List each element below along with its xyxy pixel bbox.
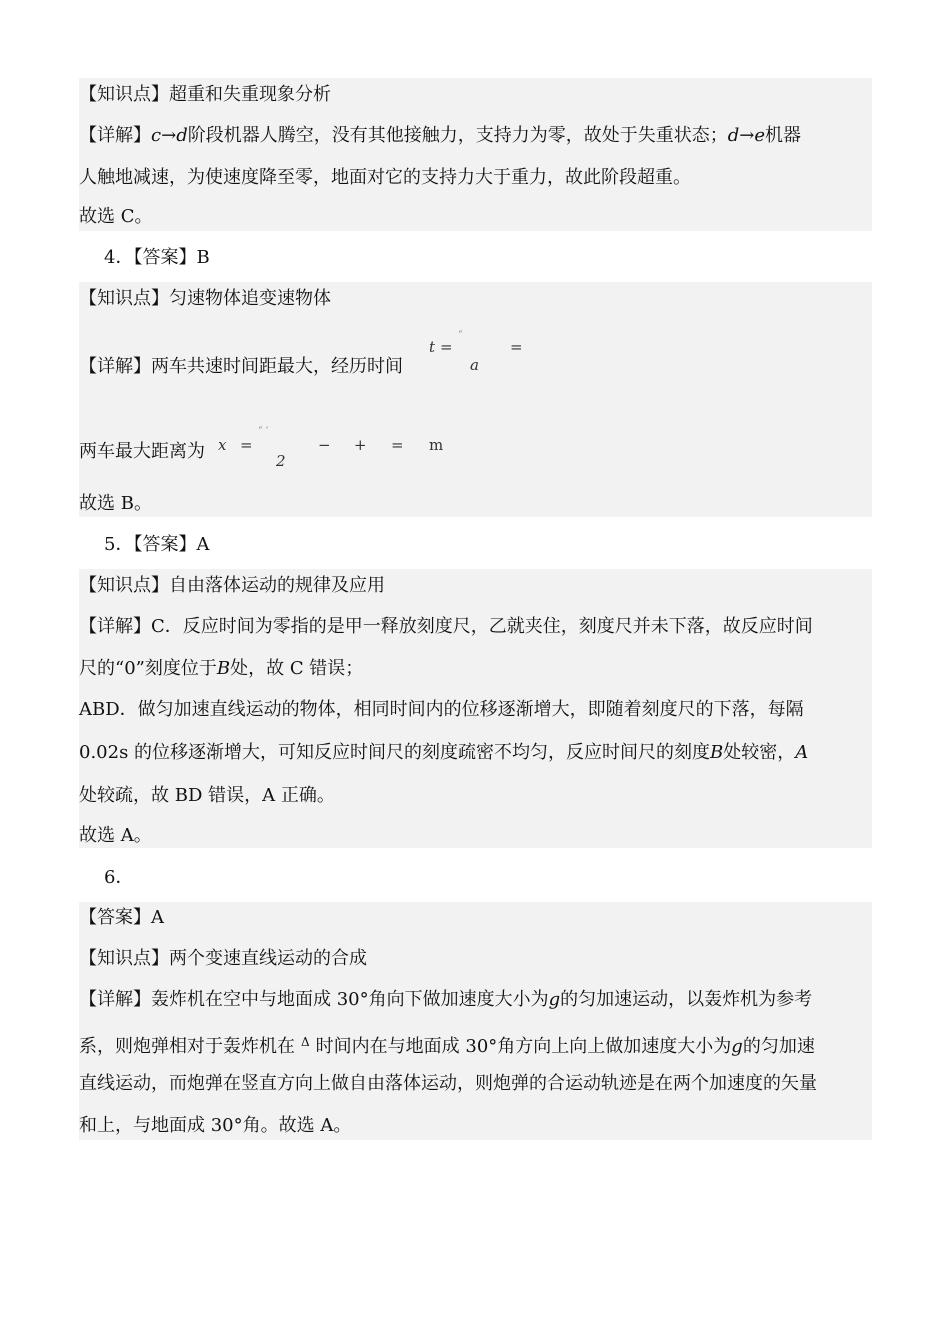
q4-solution-block <box>79 282 872 517</box>
kp-label: 【知识点】 <box>79 948 169 969</box>
var-b: B <box>216 658 231 679</box>
formula-eq: = <box>510 338 523 356</box>
q6-detail-line-1 <box>79 988 812 1012</box>
q6-number: 6． <box>104 867 134 888</box>
formula-minus: − <box>318 436 331 454</box>
q5-conclusion: 故选 A。 <box>79 825 152 846</box>
kp-text: 超重和失重现象分析 <box>169 84 331 105</box>
q3-conclusion: 故选 C。 <box>79 206 153 227</box>
q6-solution-block <box>79 902 872 1140</box>
q6-answer: 【答案】A <box>79 907 164 928</box>
kp-text: 自由落体运动的规律及应用 <box>169 575 385 596</box>
delta-symbol: Δ <box>301 1035 310 1049</box>
detail-text: 机器 <box>765 125 801 146</box>
kp-text: 匀速物体追变速物体 <box>169 288 331 309</box>
formula-eq: = <box>440 338 453 356</box>
q4-distance-line: 两车最大距离为 <box>79 441 205 462</box>
detail-label: 【详解】 <box>79 616 151 637</box>
detail-label: 【详解】 <box>79 356 151 377</box>
detail-label: 【详解】 <box>79 125 151 146</box>
formula-eq: = <box>240 436 253 454</box>
var-g: g <box>548 989 561 1010</box>
q6-detail-line-2 <box>79 1030 815 1059</box>
detail-text: 系，则炮弹相对于轰炸机在 <box>79 1036 295 1057</box>
formula-fragment: “ <box>458 330 463 340</box>
q3-detail-line-1 <box>79 124 801 148</box>
kp-text: 两个变速直线运动的合成 <box>169 948 367 969</box>
formula-x: x <box>218 436 227 454</box>
var-d: d <box>727 125 740 146</box>
q5-detail-line-5: 处较疏，故 BD 错误，A 正确。 <box>79 785 335 806</box>
detail-text: 时间内在与地面成 30°角方向上向上做加速度大小为 <box>315 1036 732 1057</box>
kp-label: 【知识点】 <box>79 575 169 596</box>
detail-text: 处，故 C 错误； <box>230 658 364 679</box>
var-e: e <box>754 125 765 146</box>
detail-label: 【详解】 <box>79 989 151 1010</box>
formula-two: 2 <box>276 452 286 470</box>
detail-text: 轰炸机在空中与地面成 30°角向下做加速度大小为 <box>151 989 549 1010</box>
q6-knowledge-point <box>79 947 367 971</box>
detail-text: 0.02s 的位移逐渐增大，可知反应时间尺的刻度疏密不均匀，反应时间尺的刻度 <box>79 742 711 763</box>
q5-detail-line-1 <box>79 615 813 639</box>
detail-text: C．反应时间为零指的是甲一释放刻度尺，乙就夹住，刻度尺并未下落，故反应时间 <box>151 616 813 637</box>
q5-answer: 5．【答案】A <box>104 534 210 555</box>
var-a: A <box>795 742 809 763</box>
detail-text: 尺的“0”刻度位于 <box>79 658 217 679</box>
q4-knowledge-point <box>79 287 331 311</box>
q3-knowledge-point <box>79 83 331 107</box>
q4-conclusion: 故选 B。 <box>79 493 152 514</box>
kp-label: 【知识点】 <box>79 84 169 105</box>
q4-detail-line <box>79 355 403 379</box>
kp-label: 【知识点】 <box>79 288 169 309</box>
q3-detail-line-2: 人触地减速，为使速度降至零，地面对它的支持力大于重力，故此阶段超重。 <box>79 167 691 188</box>
q4-answer: 4．【答案】B <box>104 247 210 268</box>
q5-detail-line-4 <box>79 741 808 765</box>
formula-fragment: “ ‘ <box>258 426 269 436</box>
formula-unit-m: m <box>429 436 444 454</box>
q6-detail-line-4: 和上，与地面成 30°角。故选 A。 <box>79 1115 352 1136</box>
formula-eq: = <box>391 436 404 454</box>
var-d: d <box>176 125 188 146</box>
q5-detail-line-2 <box>79 657 363 681</box>
detail-text: 阶段机器人腾空，没有其他接触力，支持力为零，故处于失重状态； <box>187 125 728 146</box>
q5-knowledge-point <box>79 574 385 598</box>
q6-detail-line-3: 直线运动，而炮弹在竖直方向上做自由落体运动，则炮弹的合运动轨迹是在两个加速度的矢量 <box>79 1073 817 1094</box>
arrow: → <box>739 125 755 146</box>
q5-detail-line-3: ABD．做匀加速直线运动的物体，相同时间内的位移逐渐增大，即随着刻度尺的下落，每隔 <box>79 699 804 720</box>
formula-t: t <box>429 338 436 356</box>
var-c: c <box>151 125 162 146</box>
var-b: B <box>710 742 724 763</box>
arrow: → <box>161 125 177 146</box>
formula-plus: + <box>354 436 367 454</box>
detail-text: 两车共速时间距最大，经历时间 <box>151 356 403 377</box>
detail-text: 处较密， <box>723 742 796 763</box>
detail-text: 的匀加速运动，以轰炸机为参考 <box>560 989 813 1010</box>
detail-text: 的匀加速 <box>742 1036 815 1057</box>
formula-a: a <box>470 356 479 374</box>
var-g: g <box>731 1036 743 1057</box>
